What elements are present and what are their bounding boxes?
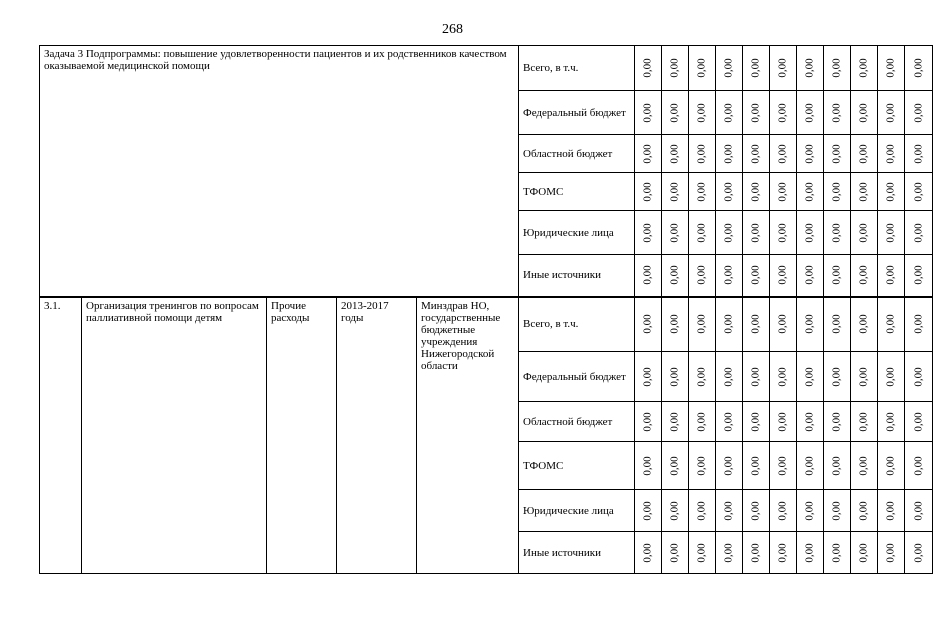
value-cell xyxy=(662,91,689,135)
value-text: 0,00 xyxy=(776,366,789,387)
value-cell xyxy=(635,91,662,135)
value-cell xyxy=(689,402,716,442)
value-text: 0,00 xyxy=(749,102,762,123)
value-cell xyxy=(824,490,851,532)
value-cell xyxy=(770,46,797,91)
value-cell xyxy=(905,402,933,442)
value-cell xyxy=(824,46,851,91)
value-cell xyxy=(770,402,797,442)
value-cell xyxy=(851,135,878,173)
value-cell xyxy=(689,352,716,402)
value-cell xyxy=(662,442,689,490)
value-cell xyxy=(662,402,689,442)
value-text: 0,00 xyxy=(749,500,762,521)
value-text: 0,00 xyxy=(803,411,816,432)
value-text: 0,00 xyxy=(912,500,924,521)
value-text: 0,00 xyxy=(722,411,735,432)
value-text: 0,00 xyxy=(722,500,735,521)
value-cell xyxy=(797,490,824,532)
value-cell xyxy=(797,46,824,91)
value-cell xyxy=(716,532,743,574)
value-text: 0,00 xyxy=(749,314,762,334)
item-number: 3.1. xyxy=(40,297,82,574)
value-cell xyxy=(689,173,716,211)
value-text: 0,00 xyxy=(884,500,897,521)
value-text: 0,00 xyxy=(668,58,681,78)
value-cell xyxy=(689,46,716,91)
value-cell xyxy=(878,297,905,352)
financing-table xyxy=(39,45,933,574)
value-text: 0,00 xyxy=(912,181,924,202)
value-text: 0,00 xyxy=(695,500,708,521)
value-cell xyxy=(797,442,824,490)
value-cell xyxy=(851,402,878,442)
value-text: 0,00 xyxy=(830,455,843,476)
value-cell xyxy=(662,135,689,173)
value-cell xyxy=(905,352,933,402)
funding-source: Федеральный бюджет xyxy=(519,91,635,135)
value-cell xyxy=(635,173,662,211)
value-text: 0,00 xyxy=(722,181,735,202)
value-cell xyxy=(878,211,905,255)
value-cell xyxy=(635,211,662,255)
value-text: 0,00 xyxy=(884,181,897,202)
value-text: 0,00 xyxy=(857,314,870,334)
table-row xyxy=(40,297,933,352)
value-cell xyxy=(743,135,770,173)
value-text: 0,00 xyxy=(641,500,654,521)
value-text: 0,00 xyxy=(776,500,789,521)
value-cell xyxy=(716,402,743,442)
value-cell xyxy=(716,352,743,402)
value-text: 0,00 xyxy=(695,181,708,202)
value-cell xyxy=(878,173,905,211)
value-text: 0,00 xyxy=(830,366,843,387)
value-cell xyxy=(716,46,743,91)
value-cell xyxy=(905,297,933,352)
value-cell xyxy=(905,442,933,490)
value-cell xyxy=(851,297,878,352)
value-text: 0,00 xyxy=(803,366,816,387)
value-text: 0,00 xyxy=(668,314,681,334)
value-cell xyxy=(905,532,933,574)
value-cell xyxy=(824,402,851,442)
value-cell xyxy=(635,490,662,532)
value-text: 0,00 xyxy=(695,222,708,243)
value-text: 0,00 xyxy=(803,58,816,78)
value-text: 0,00 xyxy=(830,314,843,334)
value-text: 0,00 xyxy=(857,500,870,521)
value-text: 0,00 xyxy=(641,314,654,334)
value-text: 0,00 xyxy=(857,542,870,563)
value-text: 0,00 xyxy=(749,143,762,164)
value-text: 0,00 xyxy=(830,542,843,563)
value-cell xyxy=(743,442,770,490)
value-cell xyxy=(716,91,743,135)
value-text: 0,00 xyxy=(884,102,897,123)
value-cell xyxy=(689,532,716,574)
funding-source: Иные источники xyxy=(519,532,635,574)
value-cell xyxy=(743,255,770,297)
value-text: 0,00 xyxy=(749,455,762,476)
value-text: 0,00 xyxy=(857,102,870,123)
value-cell xyxy=(878,352,905,402)
value-text: 0,00 xyxy=(695,314,708,334)
value-text: 0,00 xyxy=(857,181,870,202)
value-cell xyxy=(824,255,851,297)
value-cell xyxy=(824,135,851,173)
value-text: 0,00 xyxy=(695,542,708,563)
value-text: 0,00 xyxy=(668,411,681,432)
value-cell xyxy=(905,91,933,135)
value-text: 0,00 xyxy=(749,366,762,387)
value-text: 0,00 xyxy=(884,542,897,563)
item-name: Организация тренингов по вопросам паллиативной помощи детям xyxy=(82,297,267,574)
value-cell xyxy=(635,352,662,402)
value-text: 0,00 xyxy=(722,102,735,123)
table-row xyxy=(40,46,933,91)
value-cell xyxy=(635,442,662,490)
value-cell xyxy=(743,402,770,442)
value-text: 0,00 xyxy=(912,314,924,334)
value-text: 0,00 xyxy=(830,500,843,521)
funding-source: ТФОМС xyxy=(519,442,635,490)
value-cell xyxy=(770,173,797,211)
value-text: 0,00 xyxy=(912,143,924,164)
value-cell xyxy=(851,91,878,135)
value-cell xyxy=(770,211,797,255)
value-text: 0,00 xyxy=(668,500,681,521)
value-text: 0,00 xyxy=(830,102,843,123)
value-cell xyxy=(770,135,797,173)
value-text: 0,00 xyxy=(668,455,681,476)
value-text: 0,00 xyxy=(857,143,870,164)
value-text: 0,00 xyxy=(722,222,735,243)
value-text: 0,00 xyxy=(641,265,654,285)
value-text: 0,00 xyxy=(641,102,654,123)
value-text: 0,00 xyxy=(749,265,762,285)
value-cell xyxy=(689,255,716,297)
value-cell xyxy=(824,352,851,402)
value-cell xyxy=(878,532,905,574)
task-section xyxy=(40,46,933,297)
value-text: 0,00 xyxy=(749,222,762,243)
value-text: 0,00 xyxy=(641,143,654,164)
value-cell xyxy=(770,91,797,135)
value-text: 0,00 xyxy=(668,181,681,202)
funding-source: Всего, в т.ч. xyxy=(519,297,635,352)
value-text: 0,00 xyxy=(776,58,789,78)
value-text: 0,00 xyxy=(912,265,924,285)
value-cell xyxy=(878,46,905,91)
value-text: 0,00 xyxy=(884,314,897,334)
value-text: 0,00 xyxy=(857,455,870,476)
value-text: 0,00 xyxy=(884,411,897,432)
value-text: 0,00 xyxy=(884,265,897,285)
value-text: 0,00 xyxy=(803,500,816,521)
value-text: 0,00 xyxy=(749,542,762,563)
item-executor: Минздрав НО, государственные бюджетные учреждения Нижегородской области xyxy=(417,297,519,574)
value-text: 0,00 xyxy=(641,58,654,78)
value-text: 0,00 xyxy=(803,265,816,285)
value-text: 0,00 xyxy=(830,265,843,285)
value-text: 0,00 xyxy=(722,455,735,476)
value-text: 0,00 xyxy=(776,314,789,334)
value-text: 0,00 xyxy=(722,314,735,334)
value-text: 0,00 xyxy=(912,542,924,563)
funding-source: Областной бюджет xyxy=(519,135,635,173)
value-text: 0,00 xyxy=(857,58,870,78)
value-text: 0,00 xyxy=(830,411,843,432)
value-cell xyxy=(851,46,878,91)
value-text: 0,00 xyxy=(776,102,789,123)
value-cell xyxy=(797,173,824,211)
value-cell xyxy=(716,297,743,352)
value-text: 0,00 xyxy=(641,455,654,476)
value-text: 0,00 xyxy=(857,265,870,285)
value-cell xyxy=(662,46,689,91)
value-text: 0,00 xyxy=(641,222,654,243)
value-text: 0,00 xyxy=(803,542,816,563)
value-cell xyxy=(662,173,689,211)
value-text: 0,00 xyxy=(641,366,654,387)
value-text: 0,00 xyxy=(830,143,843,164)
value-text: 0,00 xyxy=(722,143,735,164)
value-cell xyxy=(797,297,824,352)
value-cell xyxy=(770,255,797,297)
value-text: 0,00 xyxy=(695,411,708,432)
value-cell xyxy=(662,532,689,574)
funding-source: Юридические лица xyxy=(519,490,635,532)
value-cell xyxy=(689,135,716,173)
value-cell xyxy=(797,135,824,173)
value-cell xyxy=(716,211,743,255)
value-cell xyxy=(635,402,662,442)
value-cell xyxy=(635,532,662,574)
value-text: 0,00 xyxy=(884,455,897,476)
value-cell xyxy=(689,91,716,135)
value-cell xyxy=(878,255,905,297)
value-cell xyxy=(878,91,905,135)
value-cell xyxy=(797,211,824,255)
value-text: 0,00 xyxy=(884,222,897,243)
value-text: 0,00 xyxy=(695,58,708,78)
value-text: 0,00 xyxy=(722,542,735,563)
funding-source: Областной бюджет xyxy=(519,402,635,442)
value-cell xyxy=(689,211,716,255)
value-cell xyxy=(905,46,933,91)
item-section xyxy=(40,297,933,574)
value-cell xyxy=(716,135,743,173)
funding-source: Всего, в т.ч. xyxy=(519,46,635,91)
value-text: 0,00 xyxy=(695,366,708,387)
value-text: 0,00 xyxy=(912,222,924,243)
funding-source: Юридические лица xyxy=(519,211,635,255)
value-cell xyxy=(851,352,878,402)
value-cell xyxy=(851,173,878,211)
value-cell xyxy=(635,255,662,297)
value-cell xyxy=(635,135,662,173)
value-text: 0,00 xyxy=(884,58,897,78)
value-text: 0,00 xyxy=(830,181,843,202)
value-cell xyxy=(743,173,770,211)
item-expense-type: Прочие расходы xyxy=(267,297,337,574)
value-cell xyxy=(824,297,851,352)
value-cell xyxy=(689,297,716,352)
value-text: 0,00 xyxy=(668,222,681,243)
item-period: 2013-2017 годы xyxy=(337,297,417,574)
value-cell xyxy=(716,490,743,532)
value-text: 0,00 xyxy=(695,265,708,285)
value-text: 0,00 xyxy=(668,102,681,123)
value-cell xyxy=(743,91,770,135)
value-cell xyxy=(824,91,851,135)
value-cell xyxy=(770,442,797,490)
value-text: 0,00 xyxy=(668,265,681,285)
value-text: 0,00 xyxy=(857,222,870,243)
value-cell xyxy=(770,352,797,402)
value-text: 0,00 xyxy=(668,542,681,563)
value-cell xyxy=(824,211,851,255)
value-cell xyxy=(662,297,689,352)
value-text: 0,00 xyxy=(641,542,654,563)
value-cell xyxy=(905,135,933,173)
value-cell xyxy=(797,532,824,574)
value-cell xyxy=(878,135,905,173)
value-cell xyxy=(797,352,824,402)
value-text: 0,00 xyxy=(803,455,816,476)
value-text: 0,00 xyxy=(803,181,816,202)
value-cell xyxy=(743,490,770,532)
value-text: 0,00 xyxy=(668,366,681,387)
value-text: 0,00 xyxy=(912,366,924,387)
value-text: 0,00 xyxy=(803,222,816,243)
value-cell xyxy=(905,211,933,255)
value-cell xyxy=(797,402,824,442)
value-text: 0,00 xyxy=(722,265,735,285)
value-cell xyxy=(716,442,743,490)
value-text: 0,00 xyxy=(668,143,681,164)
value-text: 0,00 xyxy=(912,102,924,123)
value-cell xyxy=(662,352,689,402)
value-cell xyxy=(824,442,851,490)
value-text: 0,00 xyxy=(695,102,708,123)
value-text: 0,00 xyxy=(776,181,789,202)
value-cell xyxy=(797,255,824,297)
value-cell xyxy=(743,532,770,574)
value-cell xyxy=(689,442,716,490)
funding-source: Федеральный бюджет xyxy=(519,352,635,402)
value-cell xyxy=(770,490,797,532)
page-number: 268 xyxy=(442,22,463,37)
value-text: 0,00 xyxy=(803,314,816,334)
value-cell xyxy=(851,255,878,297)
value-text: 0,00 xyxy=(776,222,789,243)
value-text: 0,00 xyxy=(749,181,762,202)
value-text: 0,00 xyxy=(749,58,762,78)
value-text: 0,00 xyxy=(776,455,789,476)
value-cell xyxy=(797,91,824,135)
value-cell xyxy=(770,532,797,574)
value-text: 0,00 xyxy=(641,181,654,202)
value-cell xyxy=(905,490,933,532)
value-cell xyxy=(824,173,851,211)
value-cell xyxy=(743,211,770,255)
value-cell xyxy=(635,297,662,352)
value-cell xyxy=(635,46,662,91)
value-cell xyxy=(851,532,878,574)
value-text: 0,00 xyxy=(803,143,816,164)
value-cell xyxy=(743,297,770,352)
value-text: 0,00 xyxy=(857,411,870,432)
value-cell xyxy=(824,532,851,574)
value-cell xyxy=(851,211,878,255)
value-text: 0,00 xyxy=(749,411,762,432)
value-cell xyxy=(851,490,878,532)
value-cell xyxy=(716,255,743,297)
value-text: 0,00 xyxy=(695,143,708,164)
value-text: 0,00 xyxy=(884,366,897,387)
task-title: Задача 3 Подпрограммы: повышение удовлетворенности пациентов и их родственников качеством оказываемой медицинской помощи xyxy=(40,46,519,297)
value-text: 0,00 xyxy=(641,411,654,432)
value-cell xyxy=(770,297,797,352)
value-text: 0,00 xyxy=(803,102,816,123)
value-cell xyxy=(905,173,933,211)
value-text: 0,00 xyxy=(912,58,924,78)
value-text: 0,00 xyxy=(912,411,924,432)
funding-source: ТФОМС xyxy=(519,173,635,211)
funding-source: Иные источники xyxy=(519,255,635,297)
value-cell xyxy=(689,490,716,532)
value-cell xyxy=(743,46,770,91)
value-text: 0,00 xyxy=(776,143,789,164)
value-cell xyxy=(662,490,689,532)
value-cell xyxy=(662,255,689,297)
value-cell xyxy=(662,211,689,255)
value-text: 0,00 xyxy=(776,542,789,563)
value-text: 0,00 xyxy=(830,58,843,78)
value-cell xyxy=(743,352,770,402)
value-text: 0,00 xyxy=(776,411,789,432)
value-text: 0,00 xyxy=(857,366,870,387)
value-cell xyxy=(851,442,878,490)
value-cell xyxy=(878,402,905,442)
value-text: 0,00 xyxy=(830,222,843,243)
value-cell xyxy=(716,173,743,211)
value-text: 0,00 xyxy=(722,58,735,78)
value-text: 0,00 xyxy=(695,455,708,476)
value-text: 0,00 xyxy=(912,455,924,476)
value-text: 0,00 xyxy=(884,143,897,164)
value-text: 0,00 xyxy=(722,366,735,387)
value-text: 0,00 xyxy=(776,265,789,285)
value-cell xyxy=(878,442,905,490)
value-cell xyxy=(905,255,933,297)
value-cell xyxy=(878,490,905,532)
